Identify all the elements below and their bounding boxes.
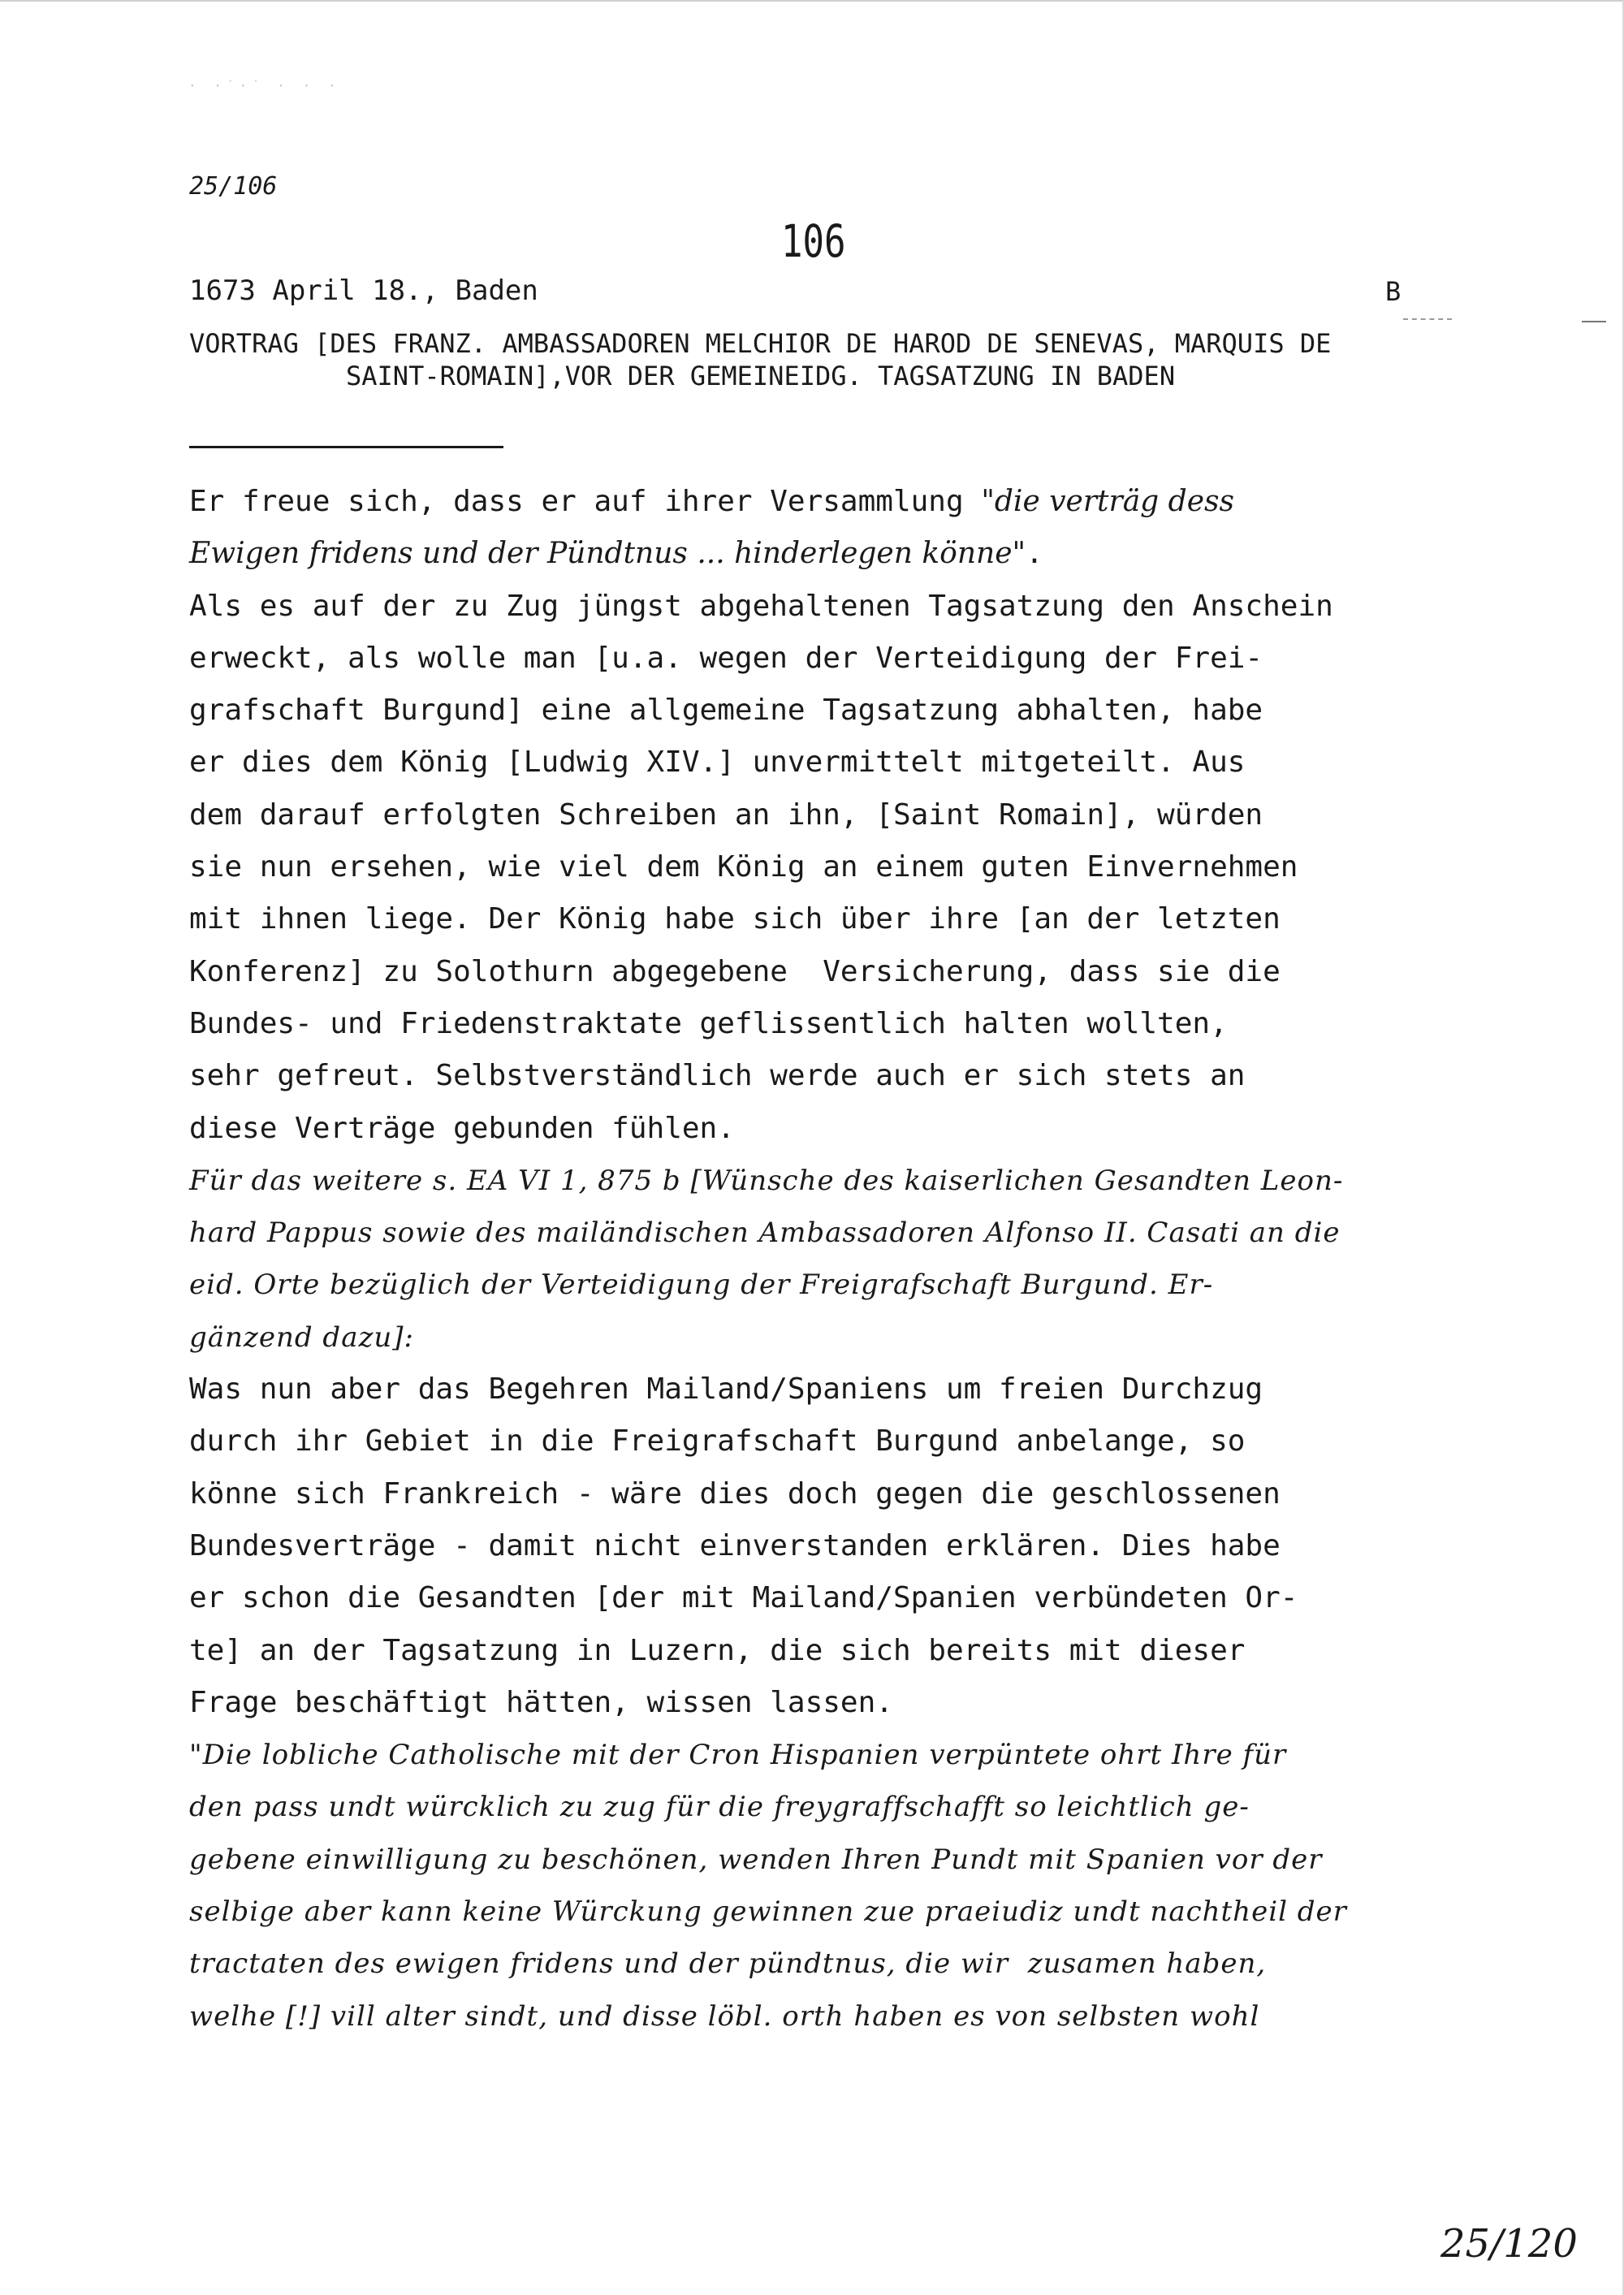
body-line: sehr gefreut. Selbstverständlich werde auch er sich stets an	[189, 1059, 1246, 1093]
body-line: tractaten des ewigen fridens und der pündtnus, die wir zusamen haben,	[189, 1947, 1267, 1981]
folio-number: 25/120	[1440, 2221, 1578, 2267]
body-line: Für das weitere s. EA VI 1, 875 b [Wünsche des kaiserlichen Gesandten Leon-	[189, 1164, 1344, 1197]
body-line: er schon die Gesandten [der mit Mailand/Spanien verbündeten Or-	[189, 1581, 1298, 1615]
body-line: dem darauf erfolgten Schreiben an ihn, [Saint Romain], würden	[189, 797, 1263, 832]
title-underline-rule	[189, 446, 503, 448]
body-line: gänzend dazu]:	[189, 1320, 415, 1354]
body-line	[189, 528, 1456, 580]
body-text-span: Er freue sich, dass er auf ihrer Versammlung	[189, 485, 982, 518]
category-letter: B	[1385, 276, 1402, 307]
body-text	[189, 476, 1456, 2042]
quoted-text: "die verträg dess	[981, 485, 1234, 518]
page-top-edge	[0, 0, 1624, 2]
body-line: den pass undt würcklich zu zug für die freygraffschafft so leichtlich ge-	[189, 1791, 1250, 1824]
body-text-span: .	[1026, 537, 1043, 571]
margin-dash-mark	[1403, 318, 1452, 322]
body-line: welhe [!] vill alter sindt, und disse löbl. orth haben es von selbsten wohl	[189, 1999, 1260, 2033]
document-title-line-1: VORTRAG [DES FRANZ. AMBASSADOREN MELCHIOR DE HAROD DE SENEVAS, MARQUIS DE	[189, 328, 1332, 359]
body-line: hard Pappus sowie des mailändischen Ambassadoren Alfonso II. Casati an die	[189, 1217, 1341, 1250]
dateline: 1673 April 18., Baden	[189, 274, 538, 307]
body-line: Konferenz] zu Solothurn abgegebene Versicherung, dass sie die	[189, 954, 1281, 988]
archive-signature: 25/106	[189, 172, 278, 201]
body-line: te] an der Tagsatzung in Luzern, die sich bereits mit dieser	[189, 1633, 1246, 1667]
body-line: durch ihr Gebiet in die Freigrafschaft Burgund anbelange, so	[189, 1424, 1246, 1459]
document-number: 106	[781, 216, 846, 268]
body-line: Als es auf der zu Zug jüngst abgehaltenen Tagsatzung den Anschein	[189, 589, 1333, 623]
body-line	[189, 476, 1456, 528]
body-line: Frage beschäftigt hätten, wissen lassen.	[189, 1685, 893, 1719]
body-line: selbige aber kann keine Würckung gewinnen zue praeiudiz undt nachtheil der	[189, 1895, 1347, 1929]
body-line: "Die lobliche Catholische mit der Cron Hispanien verpüntete ohrt Ihre für	[189, 1739, 1287, 1772]
body-line: könne sich Frankreich - wäre dies doch gegen die geschlossenen	[189, 1476, 1281, 1511]
quoted-text: Ewigen fridens und der Pündtnus ... hinderlegen könne"	[189, 537, 1026, 571]
body-line: erweckt, als wolle man [u.a. wegen der Verteidigung der Frei-	[189, 641, 1263, 675]
margin-dash-mark	[1582, 321, 1606, 322]
document-title-line-2: SAINT-ROMAIN],VOR DER GEMEINEIDG. TAGSATZUNG IN BADEN	[346, 361, 1176, 391]
body-line: diese Verträge gebunden fühlen.	[189, 1111, 735, 1145]
body-line: er dies dem König [Ludwig XIV.] unvermittelt mitgeteilt. Aus	[189, 746, 1246, 780]
body-line: mit ihnen liege. Der König habe sich über ihre [an der letzten	[189, 902, 1281, 936]
body-line: Was nun aber das Begehren Mailand/Spaniens um freien Durchzug	[189, 1372, 1263, 1407]
body-line: grafschaft Burgund] eine allgemeine Tagsatzung abhalten, habe	[189, 694, 1263, 728]
faint-stamp-mark: · ·˙·˙ · · ·	[188, 78, 341, 93]
body-line: eid. Orte bezüglich der Verteidigung der Freigrafschaft Burgund. Er-	[189, 1269, 1214, 1302]
body-line: Bundesverträge - damit nicht einverstanden erklären. Dies habe	[189, 1528, 1281, 1562]
body-line: gebene einwilligung zu beschönen, wenden Ihren Pundt mit Spanien vor der	[189, 1843, 1323, 1876]
body-line: sie nun ersehen, wie viel dem König an einem guten Einvernehmen	[189, 850, 1298, 884]
body-line: Bundes- und Friedenstraktate geflissentlich halten wollten,	[189, 1006, 1228, 1040]
